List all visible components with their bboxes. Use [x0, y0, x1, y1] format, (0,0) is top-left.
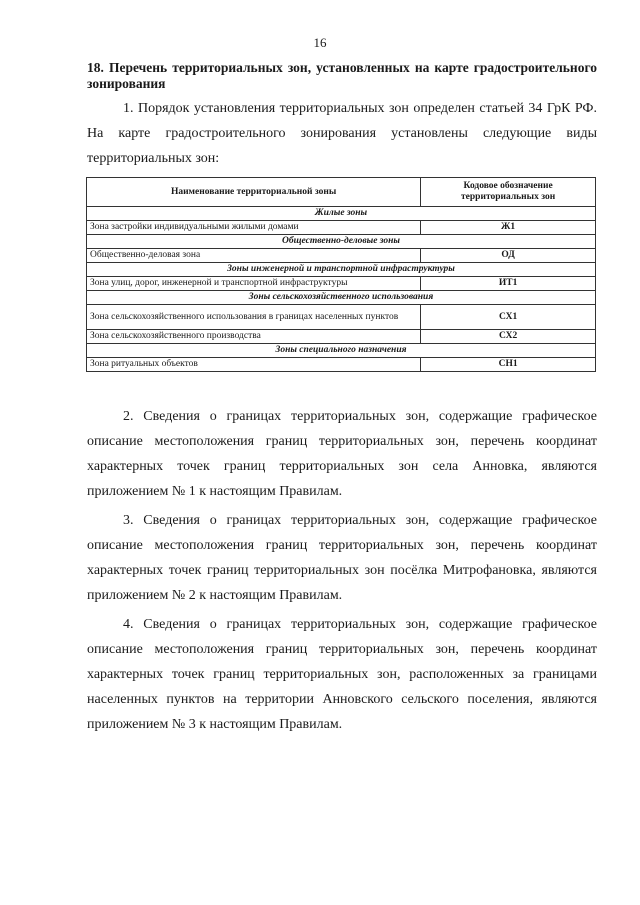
zone-code: Ж1: [421, 221, 596, 235]
group-title: Жилые зоны: [87, 207, 596, 221]
group-title: Зоны инженерной и транспортной инфраструктуры: [87, 263, 596, 277]
paragraph-2: 2. Сведения о границах территориальных зон, содержащие графическое описание местоположения границ территориальных зон, перечень координат характерных точек границ территориальных зон села Анновка, являются приложением № 1 к настоящим Правилам.: [87, 409, 597, 499]
zone-code: ОД: [421, 249, 596, 263]
paragraph-1: 1. Порядок установления территориальных зон определен статьей 34 ГрК РФ. На карте градостроительного зонирования установлены следующие виды территориальных зон:: [87, 101, 597, 166]
zone-name: Зона сельскохозяйственного использования в границах населенных пунктов: [87, 305, 421, 330]
zone-name: Зона ритуальных объектов: [87, 358, 421, 372]
table-row: [87, 305, 596, 330]
group-title: Зоны специального назначения: [87, 344, 596, 358]
group-row: [87, 344, 596, 358]
paragraph-3: 3. Сведения о границах территориальных зон, содержащие графическое описание местоположения границ территориальных зон, перечень координат характерных точек границ территориальных зон посёлка Митрофановка, являются приложением № 2 к настоящим Правилам.: [87, 513, 597, 603]
group-row: [87, 235, 596, 249]
header-zone-code: Кодовое обозначение территориальных зон: [421, 178, 596, 207]
section-heading: 18. Перечень территориальных зон, установленных на карте градостроительного зонирования: [87, 60, 597, 91]
zone-name: Зона застройки индивидуальными жилыми домами: [87, 221, 421, 235]
zones-table: [86, 177, 596, 372]
table-row: [87, 249, 596, 263]
zone-code: СН1: [421, 358, 596, 372]
table-row: [87, 330, 596, 344]
table-row: [87, 221, 596, 235]
group-row: [87, 291, 596, 305]
page-number: 16: [313, 35, 327, 50]
group-row: [87, 207, 596, 221]
table-header-row: [87, 178, 596, 207]
group-row: [87, 263, 596, 277]
group-title: Общественно-деловые зоны: [87, 235, 596, 249]
zone-code: СХ1: [421, 305, 596, 330]
zone-code: ИТ1: [421, 277, 596, 291]
table-row: [87, 277, 596, 291]
table-row: [87, 358, 596, 372]
group-title: Зоны сельскохозяйственного использования: [87, 291, 596, 305]
paragraph-4: 4. Сведения о границах территориальных зон, содержащие графическое описание местоположения границ территориальных зон, перечень координат характерных точек границ территориальных зон, расположенных за границами населенных пунктов на территории Анновского сельского поселения, являются приложением № 3 к настоящим Правилам.: [87, 617, 597, 732]
header-zone-name: Наименование территориальной зоны: [87, 178, 421, 207]
zone-name: Зона улиц, дорог, инженерной и транспортной инфраструктуры: [87, 277, 421, 291]
zone-code: СХ2: [421, 330, 596, 344]
zone-name: Зона сельскохозяйственного производства: [87, 330, 421, 344]
zone-name: Общественно-деловая зона: [87, 249, 421, 263]
